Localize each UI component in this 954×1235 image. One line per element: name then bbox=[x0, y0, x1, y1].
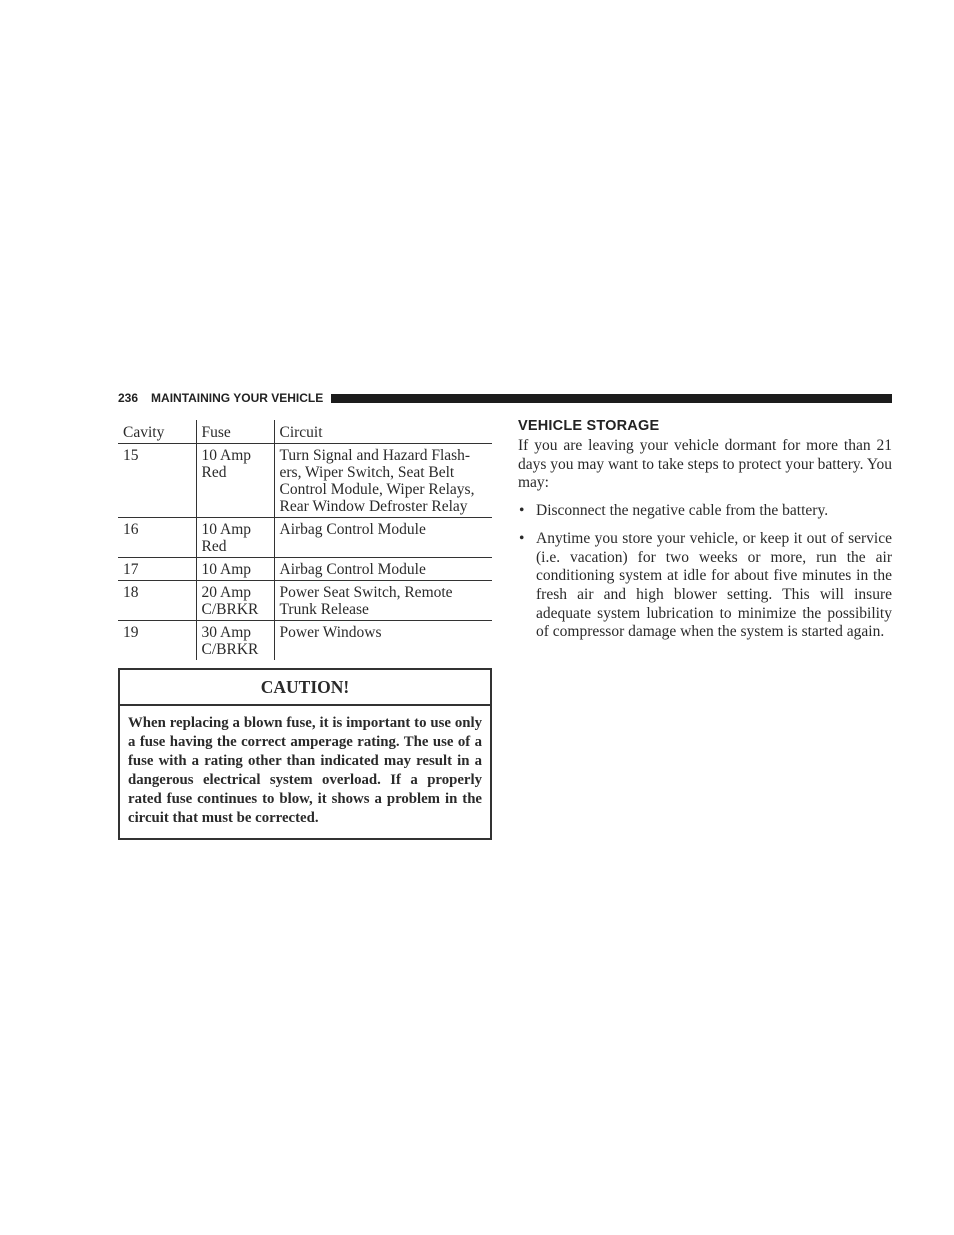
fuse-cell: 10 Amp Red bbox=[196, 518, 274, 558]
table-row bbox=[118, 558, 492, 581]
list-item bbox=[518, 502, 892, 521]
list-item-text: Anytime you store your vehicle, or keep it out of service (i.e. vacation) for two weeks or more, run the air conditioning system at idle for about five minutes in the fresh air and high blower setting. This will insure adequate system lubrication to minimize the possibility of compressor damage when the system is started again. bbox=[536, 529, 892, 641]
table-row bbox=[118, 444, 492, 518]
circuit-cell: Airbag Control Module bbox=[274, 558, 492, 581]
table-row bbox=[118, 581, 492, 621]
cavity-cell: 17 bbox=[118, 558, 196, 581]
table-row bbox=[118, 621, 492, 661]
cavity-cell: 15 bbox=[118, 444, 196, 518]
column-header-fuse: Fuse bbox=[196, 420, 274, 444]
list-item bbox=[518, 530, 892, 642]
circuit-cell: Turn Signal and Hazard Flash-ers, Wiper Switch, Seat Belt Control Module, Wiper Relays, Rear Window Defroster Relay bbox=[274, 444, 492, 518]
fuse-table-header bbox=[118, 420, 492, 444]
column-header-circuit: Circuit bbox=[274, 420, 492, 444]
table-row bbox=[118, 518, 492, 558]
caution-box bbox=[118, 668, 492, 840]
section-heading: VEHICLE STORAGE bbox=[518, 418, 660, 434]
cavity-cell: 16 bbox=[118, 518, 196, 558]
caution-title: CAUTION! bbox=[120, 670, 490, 706]
cavity-cell: 19 bbox=[123, 624, 139, 641]
bullet-icon: • bbox=[519, 529, 525, 547]
circuit-cell: Airbag Control Module bbox=[274, 518, 492, 558]
vehicle-storage-section bbox=[518, 418, 892, 642]
list-item-text: Disconnect the negative cable from the battery. bbox=[536, 502, 829, 520]
bullet-icon: • bbox=[519, 502, 525, 520]
fuse-table bbox=[118, 420, 492, 660]
page-header bbox=[118, 389, 892, 407]
fuse-cell: 20 Amp C/BRKR bbox=[196, 581, 274, 621]
intro-paragraph: If you are leaving your vehicle dormant for more than 21 days you may want to take steps to protect your battery. You may: bbox=[518, 437, 892, 492]
cavity-cell: 18 bbox=[118, 581, 196, 621]
fuse-cell: 30 Amp C/BRKR bbox=[196, 621, 274, 661]
column-header-cavity: Cavity bbox=[118, 420, 196, 444]
caution-text: When replacing a blown fuse, it is important to use only a fuse having the correct amperage rating. The use of a fuse with a rating other than indicated may result in a dangerous electrical system overload. If a properly rated fuse continues to blow, it shows a problem in the circuit that must be corrected. bbox=[128, 715, 482, 826]
page-number: 236 bbox=[118, 391, 139, 405]
header-rule bbox=[331, 394, 892, 403]
circuit-cell: Power Seat Switch, Remote Trunk Release bbox=[274, 581, 492, 621]
storage-bullet-list bbox=[518, 502, 892, 642]
circuit-cell: Power Windows bbox=[274, 621, 492, 661]
fuse-cell: 10 Amp Red bbox=[196, 444, 274, 518]
section-title: MAINTAINING YOUR VEHICLE bbox=[151, 391, 324, 405]
fuse-cell: 10 Amp bbox=[196, 558, 274, 581]
